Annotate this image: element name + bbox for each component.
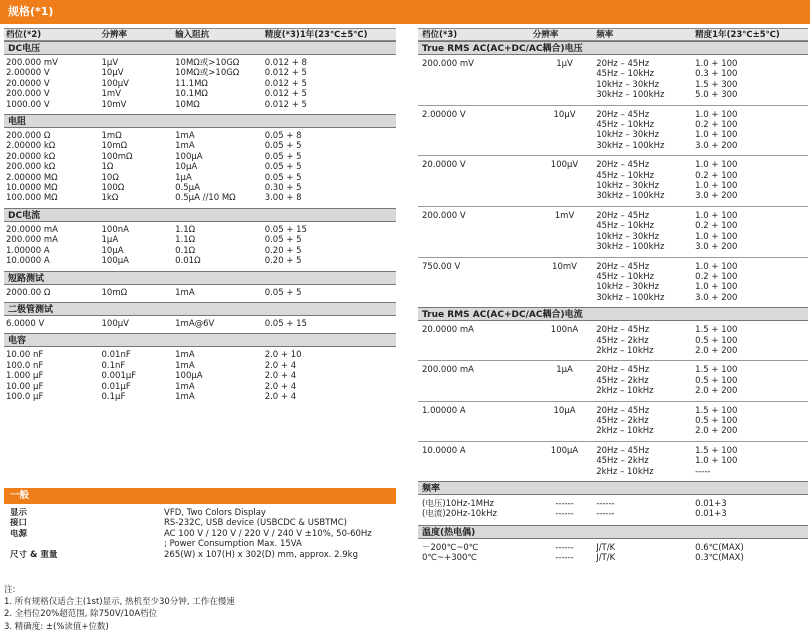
table-cell: 1mV <box>101 89 122 100</box>
accuracy-cell: 0.2 + 100 <box>695 120 738 131</box>
general-label <box>4 539 164 549</box>
accuracy-cell: 2.0 + 200 <box>695 345 738 356</box>
table-cell: 1mA <box>175 350 195 361</box>
table-cell: 10.0000 A <box>6 256 50 267</box>
table-cell: 2.00000 V <box>6 68 50 79</box>
table-cell: 100Ω <box>101 183 125 194</box>
table-cell: 1mA <box>175 381 195 392</box>
accuracy-cell: 1.5 + 100 <box>695 365 738 376</box>
table-cell: 1μA <box>101 235 119 246</box>
section-heading: 频率 <box>418 481 808 495</box>
section-rows <box>4 347 396 406</box>
table-row <box>6 131 396 141</box>
section-rows <box>4 285 396 302</box>
table-row <box>6 89 396 99</box>
table-cell: 0.01Ω <box>175 256 201 267</box>
accuracy-list <box>695 365 808 396</box>
table-cell: 20.0000 mA <box>6 224 58 235</box>
table-cell: 0.01+3 <box>695 499 727 509</box>
range-cell: 750.00 V <box>422 261 461 272</box>
range-group <box>418 257 808 308</box>
frequency-cell: 20Hz – 45Hz <box>596 210 650 221</box>
table-row <box>6 288 396 298</box>
resolution-cell: 100nA <box>550 325 579 336</box>
accuracy-cell: 0.2 + 100 <box>695 170 738 181</box>
frequency-list <box>596 325 695 356</box>
table-cell: 0.05 + 5 <box>264 141 302 152</box>
table-cell: 200.000 V <box>6 89 50 100</box>
frequency-cell: 2kHz – 10kHz <box>596 466 654 477</box>
table-cell: 0.012 + 5 <box>264 68 307 79</box>
table-cell: 10.1MΩ <box>175 89 208 100</box>
frequency-list <box>596 262 695 304</box>
accuracy-cell: 0.5 + 100 <box>695 375 738 386</box>
table-cell: 0.05 + 5 <box>264 235 302 246</box>
accuracy-list <box>695 262 808 304</box>
table-cell: 0℃~+300℃ <box>422 553 477 564</box>
frequency-cell: 30kHz – 100kHz <box>596 90 665 101</box>
resolution-cell: 10μA <box>553 405 576 416</box>
table-cell: 200.000 mA <box>6 235 58 246</box>
table-row <box>6 382 396 392</box>
frequency-cell: 30kHz – 100kHz <box>596 140 665 151</box>
section-heading: 短路测试 <box>4 271 396 285</box>
table-cell: 10Ω <box>101 172 119 183</box>
table-cell: 1μV <box>101 58 119 68</box>
frequency-cell: 20Hz – 45Hz <box>596 325 650 336</box>
frequency-cell: 45Hz – 2kHz <box>596 335 649 346</box>
general-row <box>4 529 396 539</box>
resolution-cell: 100μA <box>550 445 579 456</box>
general-section <box>4 488 396 560</box>
table-cell: 0.05 + 5 <box>264 172 302 183</box>
frequency-cell: 2kHz – 10kHz <box>596 386 654 397</box>
table-row <box>6 162 396 172</box>
table-cell: ------ <box>596 499 615 509</box>
left-spec-table <box>4 28 396 406</box>
table-cell: 100.0 nF <box>6 360 44 371</box>
table-cell: 100mΩ <box>101 151 133 162</box>
accuracy-cell: 5.0 + 300 <box>695 90 738 101</box>
table-cell: J/T/K <box>596 553 616 564</box>
range-group <box>418 441 808 481</box>
accuracy-cell: 1.0 + 100 <box>695 261 738 272</box>
table-cell: 1mA <box>175 287 195 298</box>
table-cell: 6.0000 V <box>6 318 45 329</box>
frequency-cell: 30kHz – 100kHz <box>596 191 665 202</box>
range-group <box>418 401 808 441</box>
frequency-cell: 2kHz – 10kHz <box>596 345 654 356</box>
frequency-cell: 20Hz – 45Hz <box>596 445 650 456</box>
general-value: RS-232C, USB device (USBCDC & USBTMC) <box>164 518 347 529</box>
table-cell: 20.0000 kΩ <box>6 151 56 162</box>
accuracy-cell: 0.2 + 100 <box>695 271 738 282</box>
table-cell: 10.00 μF <box>6 381 44 392</box>
column-header: 分辨率 <box>101 30 128 40</box>
frequency-cell: 20Hz – 45Hz <box>596 405 650 416</box>
table-cell: 1Ω <box>101 162 114 173</box>
table-cell: 0.012 + 8 <box>264 58 307 68</box>
frequency-list <box>596 211 695 253</box>
general-table <box>4 504 396 560</box>
range-group <box>418 360 808 400</box>
frequency-cell: 45Hz – 10kHz <box>596 271 655 282</box>
resolution-cell: 1mV <box>554 210 575 221</box>
table-cell: 0.6℃(MAX) <box>695 542 744 553</box>
accuracy-list <box>695 110 808 152</box>
accuracy-cell: 1.0 + 100 <box>695 210 738 221</box>
table-cell: 2.0 + 4 <box>264 371 297 382</box>
table-cell: 10μA <box>175 162 198 173</box>
note-line: 1. 所有规格仅适合主(1st)显示, 热机至少30分钟, 工作在慢速 <box>4 597 235 608</box>
table-cell: 10.0000 MΩ <box>6 183 58 194</box>
table-cell: 0.012 + 5 <box>264 89 307 100</box>
note-line: 2. 全档位20%超范围, 除750V/10A档位 <box>4 609 158 620</box>
table-cell: 1mΩ <box>101 131 122 142</box>
table-cell: ------ <box>555 499 574 509</box>
table-cell: 20.0000 V <box>6 78 50 89</box>
frequency-cell: 20Hz – 45Hz <box>596 160 650 171</box>
section-rows <box>4 316 396 333</box>
table-cell: 1mA <box>175 391 195 402</box>
note-line: 3. 精确度: ±(%读值+位数) <box>4 621 109 632</box>
table-row <box>6 79 396 89</box>
general-row <box>4 539 396 549</box>
frequency-cell: 10kHz – 30kHz <box>596 130 660 141</box>
accuracy-cell: 1.0 + 100 <box>695 456 738 467</box>
frequency-cell: 45Hz – 10kHz <box>596 120 655 131</box>
range-cell: 200.000 mV <box>422 59 474 69</box>
table-cell: 200.000 Ω <box>6 131 51 142</box>
frequency-cell: 20Hz – 45Hz <box>596 261 650 272</box>
frequency-cell: 20Hz – 45Hz <box>596 109 650 120</box>
table-row <box>6 392 396 402</box>
table-row <box>6 152 396 162</box>
general-value: VFD, Two Colors Display <box>164 508 266 518</box>
frequency-cell: 45Hz – 10kHz <box>596 69 655 80</box>
accuracy-cell: 0.5 + 100 <box>695 415 738 426</box>
range-cell: 2.00000 V <box>422 109 466 120</box>
general-label: 尺寸 & 重量 <box>10 549 58 560</box>
accuracy-cell: 1.5 + 100 <box>695 405 738 416</box>
table-cell: 2.00000 MΩ <box>6 172 58 183</box>
section-rows <box>4 128 396 208</box>
general-value: AC 100 V / 120 V / 220 V / 240 V ±10%, 50-60Hz <box>164 528 372 539</box>
frequency-cell: 20Hz – 45Hz <box>596 59 650 69</box>
accuracy-cell: 2.0 + 200 <box>695 386 738 397</box>
table-cell: 1kΩ <box>101 193 119 204</box>
accuracy-list <box>695 325 808 356</box>
frequency-list <box>596 406 695 437</box>
table-cell: 0.1Ω <box>175 245 196 256</box>
table-cell: 10.00 nF <box>6 350 44 361</box>
accuracy-cell: 3.0 + 200 <box>695 292 738 303</box>
section-heading: DC电压 <box>4 41 396 55</box>
table-cell: (电流)20Hz-10kHz <box>422 509 497 520</box>
accuracy-cell: 1.0 + 100 <box>695 109 738 120</box>
table-row <box>422 553 808 563</box>
note-line: 注: <box>4 585 16 595</box>
section-heading: 二极管测试 <box>4 302 396 316</box>
general-title: 一般 <box>4 488 396 504</box>
accuracy-list <box>695 211 808 253</box>
accuracy-list <box>695 59 808 101</box>
table-cell: 100nA <box>101 224 129 235</box>
section-heading: True RMS AC(AC+DC/AC耦合)电流 <box>418 307 808 321</box>
accuracy-cell: 1.5 + 300 <box>695 79 738 90</box>
table-cell: 1000.00 V <box>6 99 50 110</box>
general-value: 265(W) x 107(H) x 302(D) mm, approx. 2.9kg <box>164 549 358 560</box>
spec-title: 规格(*1) <box>8 5 54 18</box>
table-cell: 11.1MΩ <box>175 78 208 89</box>
range-cell: 1.00000 A <box>422 405 466 416</box>
table-cell: 1.00000 A <box>6 245 50 256</box>
section-rows <box>4 222 396 271</box>
table-cell: 3.00 + 8 <box>264 193 302 204</box>
table-row <box>6 371 396 381</box>
table-cell: 2.0 + 4 <box>264 391 297 402</box>
table-cell: 0.05 + 15 <box>264 224 307 235</box>
table-cell: 100μV <box>101 318 129 329</box>
accuracy-list <box>695 446 808 477</box>
spec-title-bar <box>0 0 810 24</box>
frequency-cell: 45Hz – 2kHz <box>596 456 649 467</box>
accuracy-cell: 2.0 + 200 <box>695 426 738 437</box>
table-cell: 0.05 + 8 <box>264 131 302 142</box>
column-header: 精度(*3)1年(23℃±5℃) <box>264 30 368 40</box>
resolution-cell: 100μV <box>550 160 579 171</box>
accuracy-cell: 3.0 + 200 <box>695 140 738 151</box>
frequency-cell: 30kHz – 100kHz <box>596 292 665 303</box>
table-cell: 10μA <box>101 245 124 256</box>
table-cell: (电压)10Hz-1MHz <box>422 499 494 509</box>
table-row <box>422 499 808 509</box>
table-cell: 200.000 mV <box>6 58 58 68</box>
table-cell: 0.012 + 5 <box>264 78 307 89</box>
frequency-cell: 45Hz – 2kHz <box>596 415 649 426</box>
table-cell: 100.000 MΩ <box>6 193 58 204</box>
table-cell: 1.1Ω <box>175 224 196 235</box>
section-heading: 电阻 <box>4 114 396 128</box>
table-cell: 0.012 + 5 <box>264 99 307 110</box>
table-cell: ------ <box>555 509 574 520</box>
table-cell: J/T/K <box>596 542 616 553</box>
table-row <box>6 225 396 235</box>
section-rows <box>418 495 808 525</box>
accuracy-cell: 1.0 + 100 <box>695 130 738 141</box>
accuracy-cell: 1.0 + 100 <box>695 59 738 69</box>
table-cell: 10mV <box>101 99 127 110</box>
table-cell: 2.00000 kΩ <box>6 141 56 152</box>
frequency-cell: 10kHz – 30kHz <box>596 282 660 293</box>
general-row <box>4 508 396 518</box>
column-header: 输入阻抗 <box>175 30 210 40</box>
right-spec-table <box>418 28 808 569</box>
accuracy-cell: 0.3 + 100 <box>695 69 738 80</box>
range-cell: 20.0000 V <box>422 160 466 171</box>
table-row <box>6 183 396 193</box>
accuracy-cell: 1.0 + 100 <box>695 160 738 171</box>
table-cell: －200℃~0℃ <box>422 542 479 553</box>
general-label: 接口 <box>10 518 28 529</box>
table-cell: 100.0 μF <box>6 391 44 402</box>
general-row <box>4 550 396 560</box>
table-cell: 10MΩ <box>175 99 200 110</box>
table-row <box>6 319 396 329</box>
table-cell: 2.0 + 4 <box>264 381 297 392</box>
accuracy-cell: 3.0 + 200 <box>695 191 738 202</box>
table-cell: 1.1Ω <box>175 235 196 246</box>
accuracy-cell: 1.0 + 100 <box>695 181 738 192</box>
table-cell: 200.000 kΩ <box>6 162 56 173</box>
table-cell: 0.5μA <box>175 183 200 194</box>
table-cell: 2.0 + 10 <box>264 350 302 361</box>
table-cell: 100μV <box>101 78 129 89</box>
range-cell: 20.0000 mA <box>422 325 474 336</box>
table-row <box>6 58 396 68</box>
table-cell: 0.05 + 5 <box>264 162 302 173</box>
frequency-list <box>596 110 695 152</box>
range-group <box>418 55 808 105</box>
section-heading: True RMS AC(AC+DC/AC耦合)电压 <box>418 41 808 55</box>
resolution-cell: 10mV <box>552 261 577 272</box>
table-row <box>6 193 396 203</box>
table-row <box>6 246 396 256</box>
table-cell: 0.30 + 5 <box>264 183 302 194</box>
resolution-cell: 1μV <box>556 59 573 69</box>
table-row <box>6 100 396 110</box>
table-row <box>6 141 396 151</box>
table-header-row <box>418 28 808 41</box>
range-cell: 200.000 V <box>422 210 466 221</box>
table-cell: 1mA <box>175 360 195 371</box>
column-header: 档位(*2) <box>6 30 42 40</box>
table-cell: 10μV <box>101 68 124 79</box>
accuracy-cell: 1.0 + 100 <box>695 231 738 242</box>
table-cell: ------ <box>596 509 615 520</box>
table-header-row <box>4 28 396 41</box>
frequency-list <box>596 365 695 396</box>
column-header: 分辨率 <box>532 30 559 40</box>
table-cell: 0.20 + 5 <box>264 256 302 267</box>
table-row <box>6 256 396 266</box>
table-row <box>6 173 396 183</box>
column-header: 精度1年(23℃±5℃) <box>695 30 780 40</box>
table-cell: 0.01+3 <box>695 509 727 520</box>
table-cell: 10mΩ <box>101 141 128 152</box>
table-row <box>6 235 396 245</box>
table-cell: 0.05 + 5 <box>264 151 302 162</box>
table-cell: 10MΩ或>10GΩ <box>175 58 240 68</box>
accuracy-cell: 0.5 + 100 <box>695 335 738 346</box>
accuracy-cell: 3.0 + 200 <box>695 242 738 253</box>
table-cell: 1μA <box>175 172 192 183</box>
frequency-cell: 30kHz – 100kHz <box>596 242 665 253</box>
table-cell: 0.05 + 15 <box>264 318 307 329</box>
table-cell: 2.0 + 4 <box>264 360 297 371</box>
frequency-cell: 45Hz – 10kHz <box>596 221 655 232</box>
table-cell: 0.05 + 5 <box>264 287 302 298</box>
table-row <box>6 361 396 371</box>
frequency-cell: 45Hz – 10kHz <box>596 170 655 181</box>
table-cell: 0.20 + 5 <box>264 245 302 256</box>
frequency-cell: 2kHz – 10kHz <box>596 426 654 437</box>
table-row <box>422 509 808 519</box>
table-cell: 1.000 μF <box>6 371 44 382</box>
frequency-cell: 20Hz – 45Hz <box>596 365 650 376</box>
section-heading: 电容 <box>4 333 396 347</box>
table-cell: 10mΩ <box>101 287 128 298</box>
general-row <box>4 518 396 528</box>
table-cell: 10MΩ或>10GΩ <box>175 68 240 79</box>
table-cell: 0.01nF <box>101 350 131 361</box>
table-cell: 0.5μA //10 MΩ <box>175 193 236 204</box>
accuracy-cell: 1.5 + 100 <box>695 325 738 336</box>
resolution-cell: 1μA <box>556 365 573 376</box>
section-heading: DC电流 <box>4 208 396 222</box>
general-value: ; Power Consumption Max. 15VA <box>164 539 302 550</box>
table-cell: 1mA@6V <box>175 318 215 329</box>
section-rows <box>4 55 396 114</box>
table-cell: 100μA <box>175 151 203 162</box>
table-cell: 0.1μF <box>101 391 126 402</box>
frequency-cell: 10kHz – 30kHz <box>596 181 660 192</box>
frequency-cell: 10kHz – 30kHz <box>596 79 660 90</box>
column-header: 档位(*3) <box>422 30 458 40</box>
table-cell: 0.1nF <box>101 360 126 371</box>
notes <box>4 584 235 633</box>
range-group <box>418 155 808 206</box>
table-cell: ------ <box>555 542 574 553</box>
frequency-list <box>596 160 695 202</box>
frequency-list <box>596 446 695 477</box>
section-rows <box>418 539 808 569</box>
table-row <box>6 350 396 360</box>
column-header: 频率 <box>596 30 614 40</box>
table-row <box>6 68 396 78</box>
table-cell: 0.01μF <box>101 381 131 392</box>
table-cell: 1mA <box>175 141 195 152</box>
accuracy-cell: 0.2 + 100 <box>695 221 738 232</box>
frequency-cell: 10kHz – 30kHz <box>596 231 660 242</box>
range-group <box>418 321 808 360</box>
range-group <box>418 105 808 156</box>
table-cell: 100μA <box>175 371 203 382</box>
range-group <box>418 206 808 257</box>
table-cell: ------ <box>555 553 574 564</box>
table-cell: 0.001μF <box>101 371 137 382</box>
table-cell: 0.3℃(MAX) <box>695 553 744 564</box>
table-cell: 2000.00 Ω <box>6 287 51 298</box>
range-cell: 200.000 mA <box>422 365 474 376</box>
accuracy-list <box>695 406 808 437</box>
general-label: 电源 <box>10 528 28 539</box>
general-label: 显示 <box>10 508 28 518</box>
table-cell: 1mA <box>175 131 195 142</box>
table-cell: 100μA <box>101 256 129 267</box>
accuracy-list <box>695 160 808 202</box>
accuracy-cell: ----- <box>695 466 711 477</box>
table-row <box>422 543 808 553</box>
frequency-cell: 45Hz – 2kHz <box>596 375 649 386</box>
resolution-cell: 10μV <box>553 109 576 120</box>
frequency-list <box>596 59 695 101</box>
accuracy-cell: 1.0 + 100 <box>695 282 738 293</box>
range-cell: 10.0000 A <box>422 445 466 456</box>
section-heading: 温度(热电偶) <box>418 525 808 539</box>
accuracy-cell: 1.5 + 100 <box>695 445 738 456</box>
